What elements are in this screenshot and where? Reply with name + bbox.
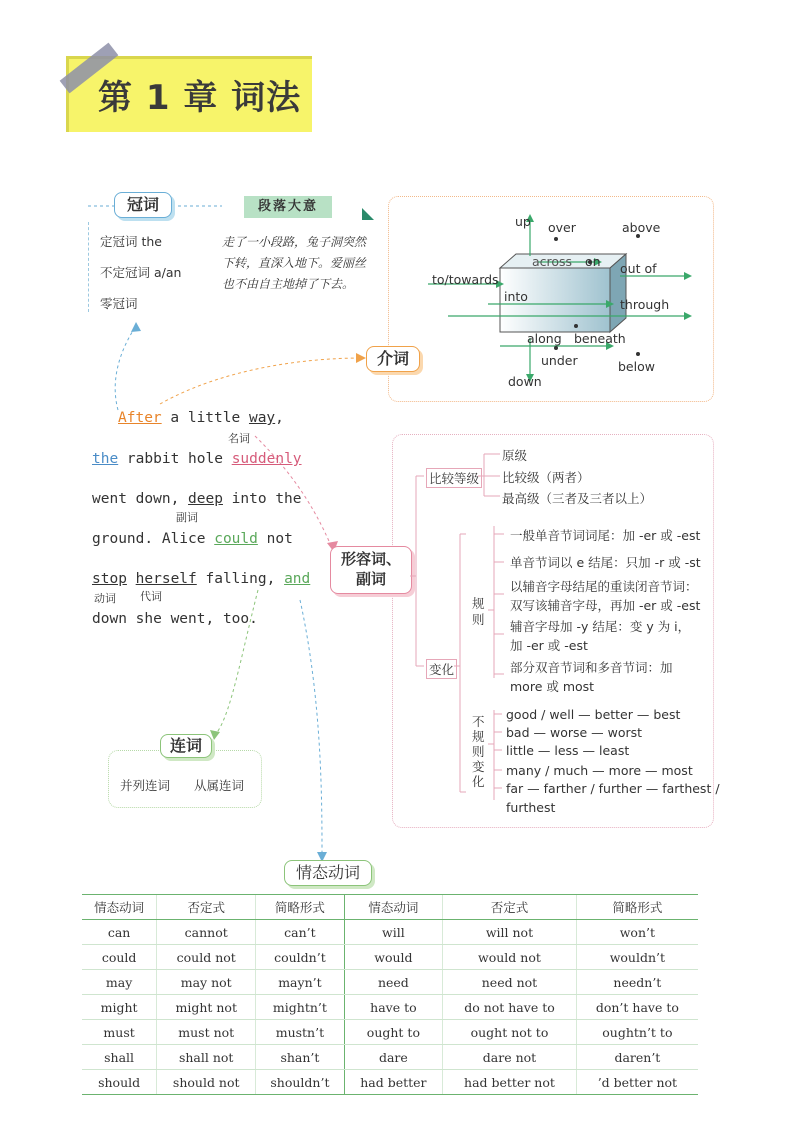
change-label: 变化 xyxy=(426,659,457,679)
comparison-item: 最高级（三者及三者以上） xyxy=(502,491,653,506)
word-way: way xyxy=(248,410,276,426)
prep-out-of: out of xyxy=(620,261,657,276)
prep-through: through xyxy=(620,297,670,312)
prep-above: above xyxy=(622,220,661,235)
irregular-form: many / much — more — most xyxy=(506,763,693,778)
paragraph-heading: 段落大意 xyxy=(244,196,332,218)
adjective-tag: 形容词、 副词 xyxy=(330,546,412,594)
comparison-item: 原级 xyxy=(502,448,528,463)
paragraph-text: 走了一小段路，兔子洞突然下转，直深入地下。爱丽丝也不由自主地掉了下去。 xyxy=(222,235,367,291)
conjunction-item: 从属连词 xyxy=(194,778,245,793)
table-row: must must not mustn’t ought to ought not to oughtn’t to xyxy=(82,1020,698,1045)
column-header: 简略形式 xyxy=(576,895,698,920)
word-after: After xyxy=(118,410,162,426)
note-pronoun: 代词 xyxy=(140,590,162,603)
word-could: could xyxy=(214,531,258,547)
table-row: may may not mayn’t need need not needn’t xyxy=(82,970,698,995)
table-header-row xyxy=(82,895,698,920)
prep-up: up xyxy=(515,214,531,229)
table-row: might might not mightn’t have to do not have to don’t have to xyxy=(82,995,698,1020)
regular-rule: 辅音字母加 -y 结尾：变 y 为 i， xyxy=(510,619,691,634)
column-header: 否定式 xyxy=(157,895,256,920)
prep-on: on xyxy=(585,254,601,269)
regular-rule: 单音节词以 e 结尾：只加 -r 或 -st xyxy=(510,555,701,570)
column-header: 简略形式 xyxy=(256,895,344,920)
chapter-title: 第 1 章 词法 xyxy=(98,78,302,118)
regular-rule: 双写该辅音字母，再加 -er 或 -est xyxy=(510,598,701,613)
comparison-label: 比较等级 xyxy=(426,468,482,488)
column-header: 情态动词 xyxy=(344,895,443,920)
note-adverb: 副词 xyxy=(176,511,198,524)
word-stop: stop xyxy=(92,571,127,587)
irregular-form: furthest xyxy=(506,800,556,815)
table-row: could could not couldn’t would would not wouldn’t xyxy=(82,945,698,970)
prep-along: along xyxy=(527,331,562,346)
story-line-3: went down, deep into the xyxy=(92,491,302,507)
word-deep: deep xyxy=(188,491,223,507)
regular-rule: 以辅音字母结尾的重读闭音节词： xyxy=(510,579,698,594)
prep-over: over xyxy=(548,220,576,235)
comparison-item: 比较级（两者） xyxy=(502,470,590,485)
modal-tag: 情态动词 xyxy=(284,860,372,886)
article-item: 定冠词 the xyxy=(100,234,162,249)
prep-below: below xyxy=(618,359,655,374)
irregular-form: good / well — better — best xyxy=(506,707,681,722)
column-header: 否定式 xyxy=(443,895,577,920)
prep-to-towards: to/towards xyxy=(432,272,499,287)
regular-rule: 加 -er 或 -est xyxy=(510,638,588,653)
regular-rule: more 或 most xyxy=(510,679,595,694)
regular-label: 规则 xyxy=(472,596,485,627)
table-row: should should not shouldn’t had better had better not ’d better not xyxy=(82,1070,698,1095)
modal-verb-table xyxy=(82,894,698,1095)
conjunction-item: 并列连词 xyxy=(120,778,171,793)
irregular-form: far — farther / further — farthest / xyxy=(506,781,720,796)
irregular-form: little — less — least xyxy=(506,743,630,758)
note-noun: 名词 xyxy=(228,432,250,445)
word-herself: herself xyxy=(135,571,197,587)
note-verb: 动词 xyxy=(94,592,116,605)
table-row: can cannot can’t will will not won’t xyxy=(82,920,698,945)
story-line-1: After a little way, xyxy=(118,410,284,426)
irregular-label: 不规则变化 xyxy=(472,714,485,789)
prep-down: down xyxy=(508,374,542,389)
story-line-6: down she went, too. xyxy=(92,611,258,627)
preposition-tag: 介词 xyxy=(366,346,420,372)
divider xyxy=(88,222,89,312)
word-and: and xyxy=(284,571,311,587)
article-tag: 冠词 xyxy=(114,192,172,218)
regular-rule: 部分双音节词和多音节词：加 xyxy=(510,660,673,675)
irregular-form: bad — worse — worst xyxy=(506,725,643,740)
word-the: the xyxy=(92,451,119,467)
table-row: shall shall not shan’t dare dare not daren’t xyxy=(82,1045,698,1070)
prep-under: under xyxy=(541,353,578,368)
story-line-4: ground. Alice could not xyxy=(92,531,293,547)
regular-rule: 一般单音节词词尾：加 -er 或 -est xyxy=(510,528,701,543)
prep-across: across xyxy=(532,254,573,269)
article-item: 不定冠词 a/an xyxy=(100,265,182,280)
word-suddenly: suddenly xyxy=(231,451,302,467)
prep-beneath: beneath xyxy=(574,331,626,346)
article-item: 零冠词 xyxy=(100,296,138,311)
column-header: 情态动词 xyxy=(82,895,157,920)
story-line-5: stop herself falling, and xyxy=(92,571,311,587)
prep-into: into xyxy=(504,289,528,304)
story-line-2: the rabbit hole suddenly xyxy=(92,451,302,467)
conjunction-tag: 连词 xyxy=(160,734,212,758)
